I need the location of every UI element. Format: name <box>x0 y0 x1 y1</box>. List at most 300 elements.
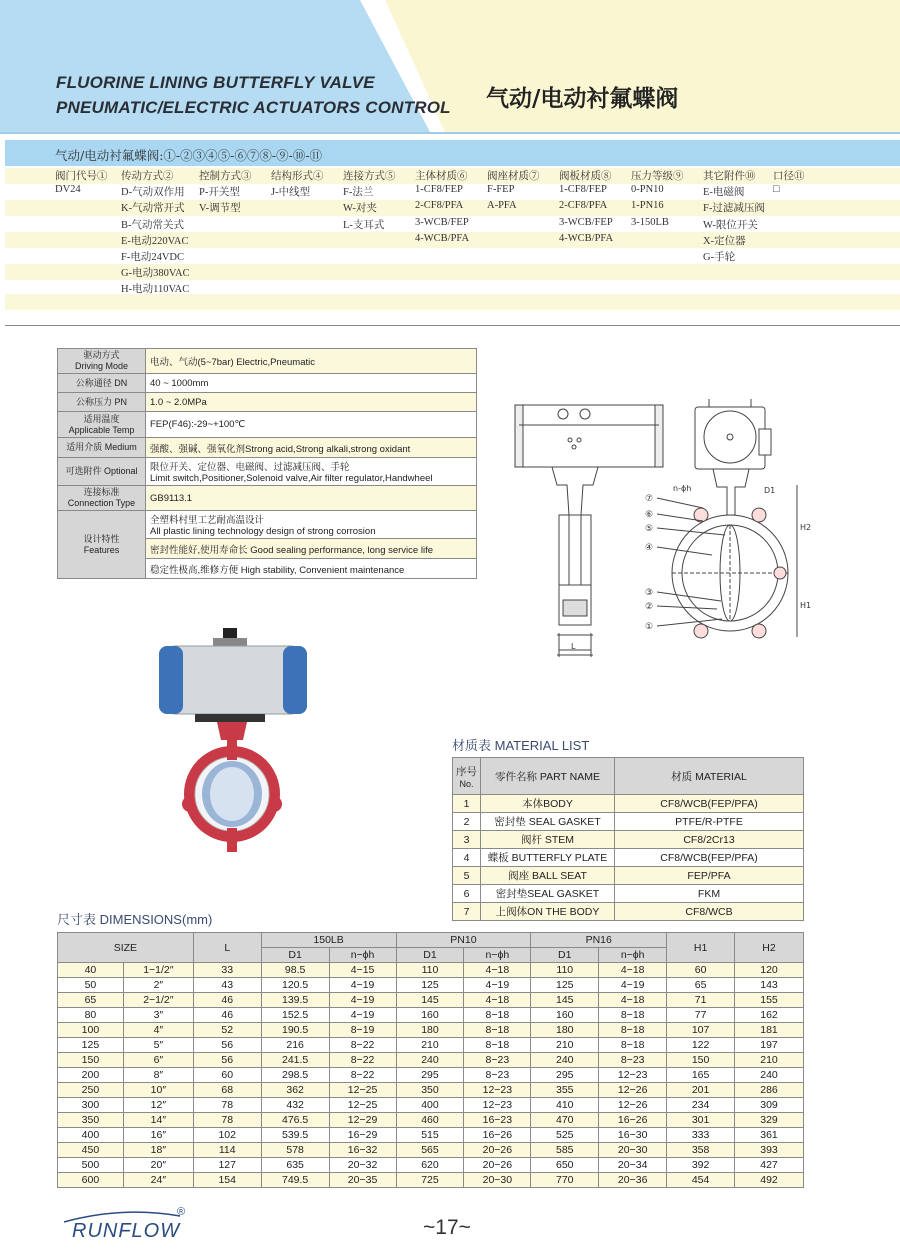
dimension-cell: 143 <box>735 978 804 993</box>
dimension-cell: 358 <box>667 1143 735 1158</box>
dimension-cell: 110 <box>531 963 599 978</box>
dimension-cell: 392 <box>667 1158 735 1173</box>
code-option: D-气动双作用 <box>121 187 185 199</box>
dimension-cell: 309 <box>735 1098 804 1113</box>
dimension-cell: 460 <box>396 1113 464 1128</box>
spec-label-en: Driving Mode <box>74 361 129 371</box>
dimension-cell: 4″ <box>123 1023 193 1038</box>
spec-label-cn: 适用温度 <box>83 413 120 424</box>
dimension-row <box>58 1038 804 1053</box>
dimension-cell: 427 <box>735 1158 804 1173</box>
dimension-cell: 110 <box>396 963 464 978</box>
dimension-row <box>58 1053 804 1068</box>
spec-row-pn <box>58 393 477 412</box>
dimension-cell: 14″ <box>123 1113 193 1128</box>
spec-row-driving-mode <box>58 349 477 374</box>
dimension-cell: 400 <box>396 1098 464 1113</box>
col-part: 零件名称 PART NAME <box>481 758 615 795</box>
dimension-cell: 4−15 <box>329 963 396 978</box>
dimension-cell: 12−23 <box>464 1083 531 1098</box>
header-rule <box>0 132 900 134</box>
material-list-caption <box>452 735 589 754</box>
dimension-cell: 120.5 <box>261 978 329 993</box>
title-chinese: 气动/电动衬氟蝶阀 <box>486 86 679 112</box>
dimension-cell: 410 <box>531 1098 599 1113</box>
dimension-cell: 80 <box>58 1008 124 1023</box>
material-table <box>452 757 804 921</box>
col-d1: D1 <box>396 948 464 963</box>
dimension-cell: 8−18 <box>599 1038 667 1053</box>
dimension-cell: 8−23 <box>599 1053 667 1068</box>
dimension-cell: 162 <box>735 1008 804 1023</box>
material-cell-no: 5 <box>453 867 481 885</box>
material-cell-no: 6 <box>453 885 481 903</box>
dimension-cell: 56 <box>193 1053 261 1068</box>
dimension-cell: 127 <box>193 1158 261 1173</box>
dimension-cell: 139.5 <box>261 993 329 1008</box>
spec-value: 40 ~ 1000mm <box>146 374 477 393</box>
caption-en: DIMENSIONS <box>99 912 182 927</box>
material-cell-material: FEP/PFA <box>615 867 804 885</box>
dimension-cell: 46 <box>193 993 261 1008</box>
dimension-cell: 4−19 <box>329 993 396 1008</box>
runflow-logo: RUNFLOW <box>72 1220 181 1242</box>
dimension-cell: 12−26 <box>599 1083 667 1098</box>
spec-value-en: Limit switch,Positioner,Solenoid valve,Air filter regulator,Handwheel <box>150 473 433 484</box>
dimension-cell: 301 <box>667 1113 735 1128</box>
dimension-cell: 400 <box>58 1128 124 1143</box>
code-option: DV24 <box>55 184 81 196</box>
dimension-cell: 300 <box>58 1098 124 1113</box>
dimension-cell: 476.5 <box>261 1113 329 1128</box>
dimension-cell: 295 <box>531 1068 599 1083</box>
dimension-cell: 16−26 <box>464 1128 531 1143</box>
callout-7: ⑦ <box>645 494 654 504</box>
dimension-cell: 454 <box>667 1173 735 1188</box>
dimension-cell: 8−19 <box>329 1023 396 1038</box>
dimension-cell: 8−23 <box>464 1068 531 1083</box>
spec-label-cn: 连接标准 <box>83 487 120 497</box>
dimension-cell: 8″ <box>123 1068 193 1083</box>
dimension-cell: 65 <box>58 993 124 1008</box>
dimension-cell: 4−18 <box>599 963 667 978</box>
dimension-cell: 125 <box>58 1038 124 1053</box>
callout-2: ② <box>645 602 654 612</box>
dimension-cell: 78 <box>193 1113 261 1128</box>
dimension-cell: 350 <box>396 1083 464 1098</box>
dimension-cell: 68 <box>193 1083 261 1098</box>
col-l: L <box>193 933 261 963</box>
dimension-cell: 4−19 <box>464 978 531 993</box>
material-cell-part: 密封垫SEAL GASKET <box>481 885 615 903</box>
dimension-cell: 12″ <box>123 1098 193 1113</box>
dimension-cell: 20−32 <box>329 1158 396 1173</box>
dimension-row <box>58 1158 804 1173</box>
dimension-row <box>58 1128 804 1143</box>
model-code-title: 气动/电动衬氟蝶阀:①-②③④⑤-⑥⑦⑧-⑨-⑩-⑪ <box>55 148 323 163</box>
material-cell-material: CF8/WCB <box>615 903 804 921</box>
dimension-cell: 43 <box>193 978 261 993</box>
dimension-cell: 165 <box>667 1068 735 1083</box>
code-column-header: 传动方式② <box>121 171 174 182</box>
dimension-cell: 4−19 <box>329 1008 396 1023</box>
caption-unit: (mm) <box>181 912 213 927</box>
dimension-cell: 1−1/2″ <box>123 963 193 978</box>
dimension-cell: 234 <box>667 1098 735 1113</box>
technical-drawing <box>497 395 817 665</box>
dimension-cell: 12−25 <box>329 1098 396 1113</box>
code-column-header: 口径⑪ <box>773 171 805 182</box>
dimension-row <box>58 1113 804 1128</box>
spec-label: 可选附件 Optional <box>58 458 146 486</box>
dimension-cell: 122 <box>667 1038 735 1053</box>
code-option: L-支耳式 <box>343 219 385 231</box>
dim-header-row-1 <box>58 933 804 948</box>
dimension-cell: 40 <box>58 963 124 978</box>
col-size: SIZE <box>58 933 194 963</box>
dimension-cell: 24″ <box>123 1173 193 1188</box>
material-cell-material: PTFE/R-PTFE <box>615 813 804 831</box>
col-h2: H2 <box>735 933 804 963</box>
spec-value: 强酸、强碱、强氧化剂Strong acid,Strong alkali,strong oxidant <box>146 438 477 458</box>
dimension-cell: 635 <box>261 1158 329 1173</box>
spec-row-medium <box>58 438 477 458</box>
section-divider <box>5 325 900 326</box>
dimension-row <box>58 1023 804 1038</box>
dimension-cell: 286 <box>735 1083 804 1098</box>
spec-value: 密封性能好,使用寿命长 Good sealing performance, long service life <box>146 539 477 559</box>
material-cell-material: CF8/WCB(FEP/PFA) <box>615 849 804 867</box>
dimension-cell: 216 <box>261 1038 329 1053</box>
dimension-cell: 450 <box>58 1143 124 1158</box>
dimension-cell: 20−34 <box>599 1158 667 1173</box>
dimension-cell: 16−29 <box>329 1128 396 1143</box>
dimension-row <box>58 978 804 993</box>
dimension-cell: 150 <box>58 1053 124 1068</box>
spec-value: 稳定性极高,维修方便 High stability, Convenient maintenance <box>146 559 477 579</box>
spec-row-optional <box>58 458 477 486</box>
dimension-cell: 515 <box>396 1128 464 1143</box>
dimension-cell: 4−19 <box>599 978 667 993</box>
material-cell-part: 密封垫 SEAL GASKET <box>481 813 615 831</box>
dimension-cell: 78 <box>193 1098 261 1113</box>
dimension-cell: 71 <box>667 993 735 1008</box>
callout-1: ① <box>645 622 654 632</box>
code-option: A-PFA <box>487 200 517 212</box>
title-english <box>56 70 451 120</box>
dimension-cell: 12−29 <box>329 1113 396 1128</box>
dimension-cell: 50 <box>58 978 124 993</box>
dimension-cell: 20−26 <box>464 1158 531 1173</box>
dimension-cell: 10″ <box>123 1083 193 1098</box>
material-cell-material: CF8/2Cr13 <box>615 831 804 849</box>
code-option: J-中线型 <box>271 187 311 199</box>
dimension-cell: 65 <box>667 978 735 993</box>
code-option: 3-WCB/FEP <box>415 216 469 228</box>
dimension-cell: 60 <box>667 963 735 978</box>
title-en-line2: PNEUMATIC/ELECTRIC ACTUATORS CONTROL <box>56 98 451 117</box>
dimension-cell: 2−1/2″ <box>123 993 193 1008</box>
dimension-cell: 525 <box>531 1128 599 1143</box>
dimension-cell: 8−18 <box>464 1038 531 1053</box>
dimension-cell: 145 <box>531 993 599 1008</box>
col-no <box>453 758 481 795</box>
dimensions-caption <box>57 909 212 928</box>
label-n-phi-h: n-ϕh <box>673 484 692 493</box>
dimension-cell: 620 <box>396 1158 464 1173</box>
dimension-cell: 20″ <box>123 1158 193 1173</box>
code-column-header: 阀板材质⑧ <box>559 171 612 182</box>
dimension-row <box>58 1143 804 1158</box>
spec-label-en: Connection Type <box>67 498 136 508</box>
dimension-cell: 180 <box>531 1023 599 1038</box>
dimension-cell: 16−23 <box>464 1113 531 1128</box>
col-no-en: No. <box>459 778 474 789</box>
dimension-cell: 200 <box>58 1068 124 1083</box>
dimensions-table-body <box>58 963 804 1188</box>
dimension-cell: 52 <box>193 1023 261 1038</box>
dimension-cell: 100 <box>58 1023 124 1038</box>
dimension-cell: 749.5 <box>261 1173 329 1188</box>
code-option: 3-150LB <box>631 216 669 228</box>
material-cell-part: 本体BODY <box>481 795 615 813</box>
dimension-cell: 240 <box>531 1053 599 1068</box>
col-material: 材质 MATERIAL <box>615 758 804 795</box>
label-d1: D1 <box>764 486 776 495</box>
dimension-cell: 241.5 <box>261 1053 329 1068</box>
code-option: □ <box>773 184 780 196</box>
col-nh: n−ϕh <box>599 948 667 963</box>
spec-label <box>58 486 146 511</box>
dimension-cell: 6″ <box>123 1053 193 1068</box>
col-pn16: PN16 <box>531 933 667 948</box>
spec-label: 公称通径 DN <box>58 374 146 393</box>
dimension-cell: 500 <box>58 1158 124 1173</box>
spec-label: 适用介质 Medium <box>58 438 146 458</box>
dimension-cell: 155 <box>735 993 804 1008</box>
dimension-cell: 114 <box>193 1143 261 1158</box>
dimension-cell: 8−23 <box>464 1053 531 1068</box>
dimension-cell: 180 <box>396 1023 464 1038</box>
caption-cn: 尺寸表 <box>57 912 97 927</box>
dimension-cell: 16″ <box>123 1128 193 1143</box>
spec-value-cn: 限位开关、定位器、电磁阀、过滤减压阀、手轮 <box>150 462 350 473</box>
dimension-cell: 3″ <box>123 1008 193 1023</box>
dimension-row <box>58 1173 804 1188</box>
material-cell-no: 1 <box>453 795 481 813</box>
material-cell-material: CF8/WCB(FEP/PFA) <box>615 795 804 813</box>
dimension-cell: 4−18 <box>464 963 531 978</box>
dimension-cell: 295 <box>396 1068 464 1083</box>
dimension-cell: 20−35 <box>329 1173 396 1188</box>
code-option: W-限位开关 <box>703 219 758 231</box>
callout-6: ⑥ <box>645 510 654 520</box>
spec-row-connection <box>58 486 477 511</box>
dimension-cell: 46 <box>193 1008 261 1023</box>
dimension-cell: 102 <box>193 1128 261 1143</box>
spec-label <box>58 412 146 438</box>
code-column-header: 连接方式⑤ <box>343 171 396 182</box>
product-photo <box>155 628 315 858</box>
dimension-cell: 154 <box>193 1173 261 1188</box>
dimension-cell: 432 <box>261 1098 329 1113</box>
spec-value <box>146 458 477 486</box>
dimension-cell: 18″ <box>123 1143 193 1158</box>
code-option: P-开关型 <box>199 187 240 199</box>
dimension-cell: 4−18 <box>599 993 667 1008</box>
code-column-header: 阀座材质⑦ <box>487 171 540 182</box>
dimension-cell: 4−18 <box>464 993 531 1008</box>
col-no-cn: 序号 <box>456 765 477 778</box>
code-option: F-过滤减压阀 <box>703 203 765 215</box>
callout-3: ③ <box>645 588 654 598</box>
dimension-cell: 8−22 <box>329 1068 396 1083</box>
dimension-cell: 120 <box>735 963 804 978</box>
dimension-cell: 12−25 <box>329 1083 396 1098</box>
code-option: E-电动220VAC <box>121 235 189 247</box>
dimension-cell: 492 <box>735 1173 804 1188</box>
dimension-cell: 298.5 <box>261 1068 329 1083</box>
dimension-cell: 16−32 <box>329 1143 396 1158</box>
dimensions-table <box>57 932 804 1188</box>
callout-4: ④ <box>645 543 654 553</box>
code-option: H-电动110VAC <box>121 284 190 296</box>
dimension-row <box>58 963 804 978</box>
dimension-cell: 565 <box>396 1143 464 1158</box>
dimension-cell: 210 <box>531 1038 599 1053</box>
dimension-cell: 240 <box>735 1068 804 1083</box>
actuator-side-view <box>695 407 765 469</box>
material-row <box>453 795 804 813</box>
code-option: K-气动常开式 <box>121 203 185 215</box>
dimension-row <box>58 993 804 1008</box>
dimension-cell: 16−26 <box>599 1113 667 1128</box>
code-option: G-手轮 <box>703 252 736 263</box>
dimension-cell: 393 <box>735 1143 804 1158</box>
spec-label: 公称压力 PN <box>58 393 146 412</box>
material-table-body <box>453 795 804 921</box>
material-row <box>453 849 804 867</box>
dimension-row <box>58 1008 804 1023</box>
material-cell-no: 4 <box>453 849 481 867</box>
material-cell-part: 阀座 BALL SEAT <box>481 867 615 885</box>
code-option: 0-PN10 <box>631 184 664 196</box>
dimension-cell: 361 <box>735 1128 804 1143</box>
dimension-cell: 725 <box>396 1173 464 1188</box>
code-column-header: 主体材质⑥ <box>415 171 468 182</box>
code-option: 4-WCB/PFA <box>415 232 470 244</box>
material-cell-no: 7 <box>453 903 481 921</box>
dimension-cell: 2″ <box>123 978 193 993</box>
spec-value <box>146 511 477 539</box>
dimension-cell: 20−30 <box>464 1173 531 1188</box>
label-h1: H1 <box>800 601 812 610</box>
dimension-cell: 250 <box>58 1083 124 1098</box>
material-row <box>453 903 804 921</box>
col-nh: n−ϕh <box>329 948 396 963</box>
dimension-cell: 4−19 <box>329 978 396 993</box>
dimension-cell: 539.5 <box>261 1128 329 1143</box>
dimension-row <box>58 1068 804 1083</box>
spec-row-dn <box>58 374 477 393</box>
code-option: 1-CF8/FEP <box>559 184 607 196</box>
spec-table <box>57 348 477 579</box>
dimension-cell: 12−23 <box>599 1068 667 1083</box>
spec-value-cn: 全塑料村里工艺耐高温设计 <box>150 515 265 526</box>
dimension-cell: 107 <box>667 1023 735 1038</box>
spec-label-en: Features <box>83 544 120 555</box>
dimension-cell: 197 <box>735 1038 804 1053</box>
code-column-header: 结构形式④ <box>271 171 324 182</box>
material-row <box>453 813 804 831</box>
dimension-cell: 56 <box>193 1038 261 1053</box>
material-cell-no: 2 <box>453 813 481 831</box>
actuator-front-view <box>519 405 659 467</box>
dimension-cell: 20−26 <box>464 1143 531 1158</box>
spec-value-en: All plastic lining technology design of strong corrosion <box>150 526 376 537</box>
dimension-cell: 355 <box>531 1083 599 1098</box>
material-cell-part: 蝶板 BUTTERFLY PLATE <box>481 849 615 867</box>
dimension-cell: 333 <box>667 1128 735 1143</box>
material-cell-material: FKM <box>615 885 804 903</box>
material-cell-part: 上阀体ON THE BODY <box>481 903 615 921</box>
dimension-cell: 181 <box>735 1023 804 1038</box>
title-en-line1: FLUORINE LINING BUTTERFLY VALVE <box>56 73 375 92</box>
dimension-cell: 125 <box>396 978 464 993</box>
spec-label-en: Applicable Temp <box>68 424 135 435</box>
dimension-cell: 145 <box>396 993 464 1008</box>
spec-label <box>58 349 146 374</box>
material-row <box>453 831 804 849</box>
material-row <box>453 867 804 885</box>
dimension-cell: 8−22 <box>329 1053 396 1068</box>
dimension-cell: 20−30 <box>599 1143 667 1158</box>
dimension-cell: 350 <box>58 1113 124 1128</box>
col-h1: H1 <box>667 933 735 963</box>
material-header-row <box>453 758 804 795</box>
dimension-cell: 8−18 <box>464 1008 531 1023</box>
callout-5: ⑤ <box>645 524 654 534</box>
col-150lb: 150LB <box>261 933 396 948</box>
dimension-cell: 150 <box>667 1053 735 1068</box>
spec-row-temp <box>58 412 477 438</box>
code-option: B-气动常关式 <box>121 219 184 231</box>
dimension-cell: 5″ <box>123 1038 193 1053</box>
material-cell-part: 阀杆 STEM <box>481 831 615 849</box>
spec-value: FEP(F46):-29~+100℃ <box>146 412 477 438</box>
dimension-cell: 210 <box>735 1053 804 1068</box>
dimension-cell: 8−18 <box>599 1008 667 1023</box>
dimension-cell: 16−30 <box>599 1128 667 1143</box>
code-option: 2-CF8/PFA <box>415 200 464 212</box>
code-column-header: 控制方式③ <box>199 171 252 182</box>
spec-value: 电动、气动(5~7bar) Electric,Pneumatic <box>146 349 477 374</box>
code-option: F-法兰 <box>343 187 374 199</box>
material-row <box>453 885 804 903</box>
dimension-cell: 77 <box>667 1008 735 1023</box>
spec-value: GB9113.1 <box>146 486 477 511</box>
dimension-cell: 8−18 <box>599 1023 667 1038</box>
dimension-cell: 650 <box>531 1158 599 1173</box>
label-l: L <box>571 642 576 651</box>
spec-row-features-1 <box>58 511 477 539</box>
code-column-header: 压力等级⑨ <box>631 171 684 182</box>
dimension-cell: 12−26 <box>599 1098 667 1113</box>
col-pn10: PN10 <box>396 933 531 948</box>
dimension-cell: 362 <box>261 1083 329 1098</box>
caption-cn: 材质表 <box>452 739 492 754</box>
dimension-cell: 33 <box>193 963 261 978</box>
